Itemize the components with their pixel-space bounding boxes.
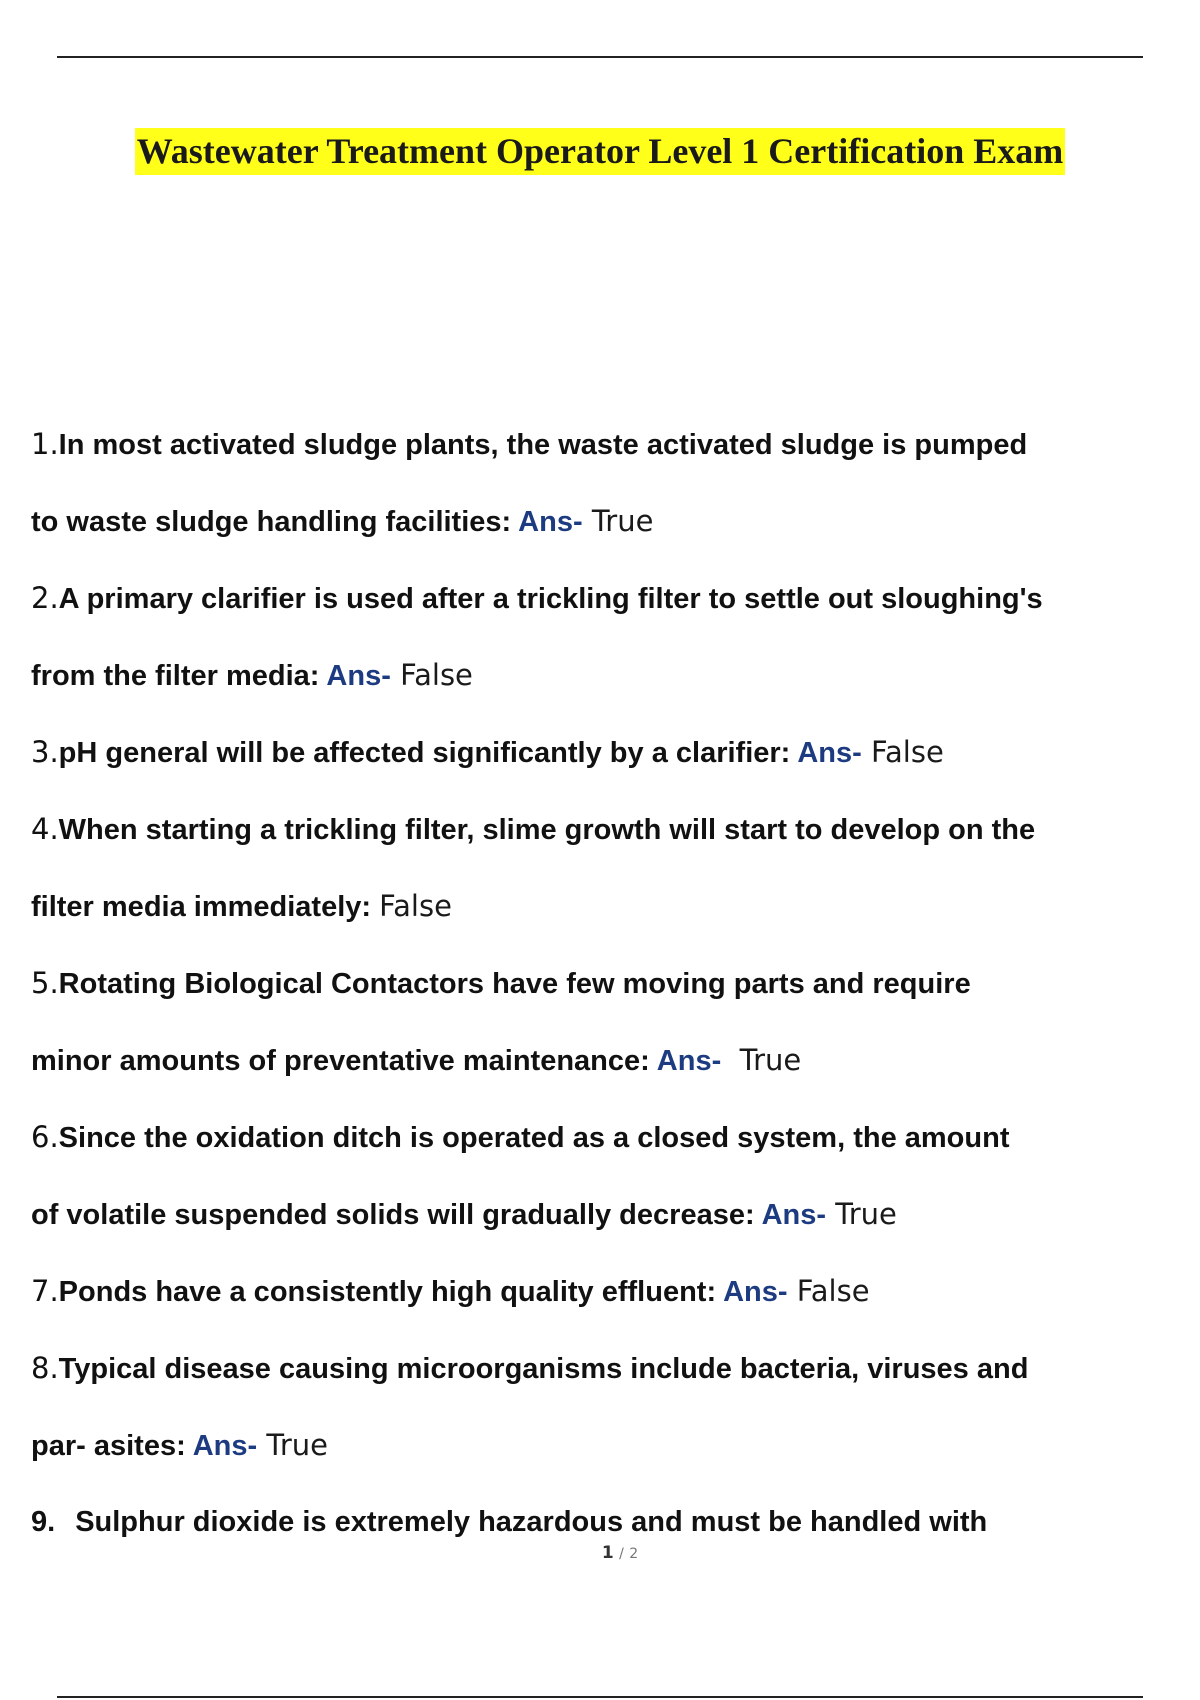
page-separator: / <box>619 1546 624 1562</box>
question-number: 8. <box>31 1351 59 1385</box>
question-2 <box>31 560 1171 637</box>
question-text: In most activated sludge plants, the waste activated sludge is pumped <box>58 429 1028 461</box>
answer-label: Ans- <box>797 737 862 769</box>
question-text: Rotating Biological Contactors have few moving parts and require <box>58 968 971 1000</box>
question-6-answer-line <box>31 1176 1171 1253</box>
question-list <box>31 406 1171 1560</box>
question-4-answer-line <box>31 868 1171 945</box>
answer-value: False <box>787 1274 870 1308</box>
question-number: 6. <box>31 1120 59 1154</box>
question-text: par- asites: <box>31 1430 193 1462</box>
answer-value: True <box>257 1428 328 1462</box>
top-rule <box>57 56 1143 58</box>
question-1 <box>31 406 1171 483</box>
question-number: 3. <box>31 735 59 769</box>
question-text: of volatile suspended solids will gradually decrease: <box>31 1199 762 1231</box>
question-1-answer-line <box>31 483 1171 560</box>
question-6 <box>31 1099 1171 1176</box>
page-indicator <box>0 1543 1200 1563</box>
document-title: Wastewater Treatment Operator Level 1 Certification Exam <box>135 128 1065 175</box>
bottom-rule <box>57 1696 1143 1698</box>
answer-label: Ans- <box>723 1276 788 1308</box>
total-pages: 2 <box>629 1546 639 1562</box>
question-2-answer-line <box>31 637 1171 714</box>
answer-value: True <box>826 1197 897 1231</box>
question-8 <box>31 1330 1171 1407</box>
question-text: minor amounts of preventative maintenance: <box>31 1045 657 1077</box>
answer-value: True <box>582 504 654 538</box>
answer-label: Ans- <box>518 506 583 538</box>
question-number: 5. <box>31 966 59 1000</box>
question-text: Ponds have a consistently high quality effluent: <box>58 1276 724 1308</box>
question-text: Sulphur dioxide is extremely hazardous and must be handled with <box>75 1506 988 1538</box>
title-container <box>0 128 1200 175</box>
question-number: 1. <box>31 427 59 461</box>
question-5 <box>31 945 1171 1022</box>
question-number: 2. <box>31 581 59 615</box>
question-number: 7. <box>31 1274 59 1308</box>
answer-value: True <box>721 1043 802 1077</box>
question-text: A primary clarifier is used after a trickling filter to settle out sloughing's <box>58 583 1043 615</box>
question-8-answer-line <box>31 1407 1171 1484</box>
question-number: 4. <box>31 812 59 846</box>
question-text: When starting a trickling filter, slime growth will start to develop on the <box>58 814 1036 846</box>
question-3 <box>31 714 1171 791</box>
question-7 <box>31 1253 1171 1330</box>
question-text: pH general will be affected significantly by a clarifier: <box>58 737 798 769</box>
question-text: filter media immediately: <box>31 891 380 923</box>
answer-value: False <box>390 658 473 692</box>
question-text: from the filter media: <box>31 660 327 692</box>
question-text: Typical disease causing microorganisms include bacteria, viruses and <box>58 1353 1029 1385</box>
question-5-answer-line <box>31 1022 1171 1099</box>
answer-value: False <box>379 889 452 923</box>
current-page: 1 <box>601 1543 614 1563</box>
answer-label: Ans- <box>656 1045 722 1077</box>
answer-label: Ans- <box>761 1199 827 1231</box>
answer-label: Ans- <box>192 1430 258 1462</box>
question-number: 9. <box>31 1506 56 1538</box>
question-text: Since the oxidation ditch is operated as a closed system, the amount <box>58 1122 1010 1154</box>
question-text: to waste sludge handling facilities: <box>31 506 519 538</box>
question-4 <box>31 791 1171 868</box>
answer-label: Ans- <box>326 660 391 692</box>
answer-value: False <box>861 735 944 769</box>
